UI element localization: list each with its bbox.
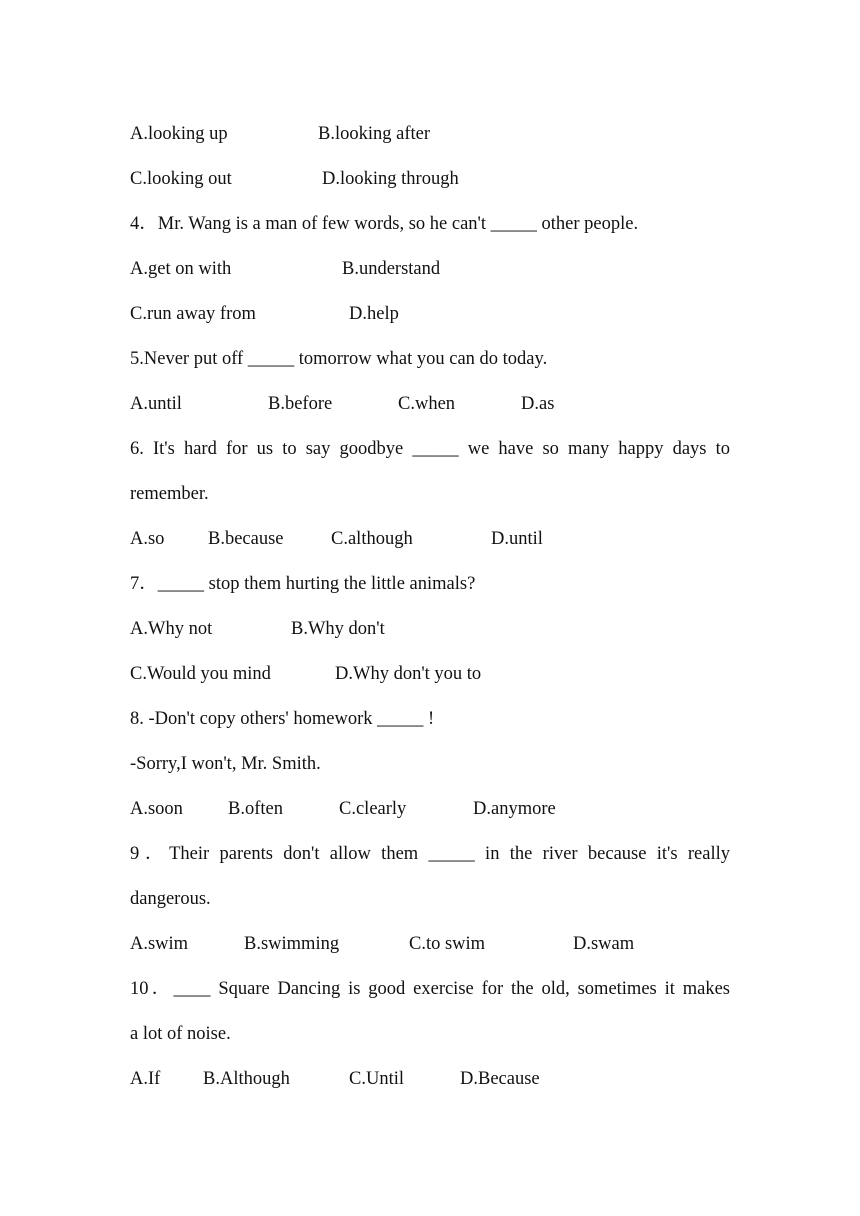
q3-option-d: D.looking through [322, 169, 459, 189]
q5-options [130, 382, 730, 427]
q4-option-b: B.understand [342, 259, 441, 279]
q5-option-c: C.when [398, 394, 456, 414]
q7-stem: 7．_____ stop them hurting the little animals? [130, 574, 476, 594]
q6-stem-line-2: remember. [130, 484, 209, 504]
q10-option-b: B.Although [203, 1069, 290, 1089]
q8-option-d: D.anymore [473, 799, 556, 819]
q4-options-row-2 [130, 292, 730, 337]
q9-option-c: C.to swim [409, 934, 486, 954]
q4-option-d: D.help [349, 304, 399, 324]
q3-option-c: C.looking out [130, 169, 232, 189]
q4-options-row-1 [130, 247, 730, 292]
q5-stem: 5.Never put off _____ tomorrow what you can do today. [130, 349, 548, 369]
q8-stem: 8. -Don't copy others' homework _____ ! [130, 709, 435, 729]
q3-option-b: B.looking after [318, 124, 431, 144]
q10-option-d: D.Because [460, 1069, 540, 1089]
q6-option-a: A.so [130, 529, 165, 549]
q4-option-c: C.run away from [130, 304, 256, 324]
q8-options [130, 787, 730, 832]
q4-stem: 4．Mr. Wang is a man of few words, so he can't _____ other people. [130, 214, 639, 234]
q5-option-b: B.before [268, 394, 333, 414]
q9-stem-line-2: dangerous. [130, 889, 211, 909]
q8-option-c: C.clearly [339, 799, 407, 819]
q10-stem-line-2: a lot of noise. [130, 1024, 231, 1044]
q9-stem-line-1: 9．Their parents don't allow them _____ in the river because it's really [130, 844, 730, 864]
q10-option-a: A.If [130, 1069, 161, 1089]
q9-options [130, 922, 730, 967]
q3-options-row-2 [130, 157, 730, 202]
q10-option-c: C.Until [349, 1069, 404, 1089]
q9-option-d: D.swam [573, 934, 635, 954]
q7-option-b: B.Why don't [291, 619, 385, 639]
q6-option-d: D.until [491, 529, 543, 549]
q5-option-a: A.until [130, 394, 182, 414]
q5-option-d: D.as [521, 394, 555, 414]
q6-option-c: C.although [331, 529, 413, 549]
q6-option-b: B.because [208, 529, 284, 549]
q9-option-a: A.swim [130, 934, 189, 954]
q6-options [130, 517, 730, 562]
q9-option-b: B.swimming [244, 934, 340, 954]
q3-options-row-1 [130, 112, 730, 157]
q10-options [130, 1057, 730, 1102]
q7-options-row-2 [130, 652, 730, 697]
q8-option-a: A.soon [130, 799, 183, 819]
q7-options-row-1 [130, 607, 730, 652]
q7-option-d: D.Why don't you to [335, 664, 482, 684]
q10-stem-line-1: 10．____ Square Dancing is good exercise for the old, sometimes it makes [130, 979, 730, 999]
q6-stem-line-1: 6. It's hard for us to say goodbye _____ we have so many happy days to [130, 439, 730, 459]
q7-option-c: C.Would you mind [130, 664, 271, 684]
q3-option-a: A.looking up [130, 124, 228, 144]
q7-option-a: A.Why not [130, 619, 213, 639]
q8-reply: -Sorry,I won't, Mr. Smith. [130, 754, 321, 774]
worksheet-page [130, 112, 730, 1102]
q8-option-b: B.often [228, 799, 283, 819]
q4-option-a: A.get on with [130, 259, 232, 279]
